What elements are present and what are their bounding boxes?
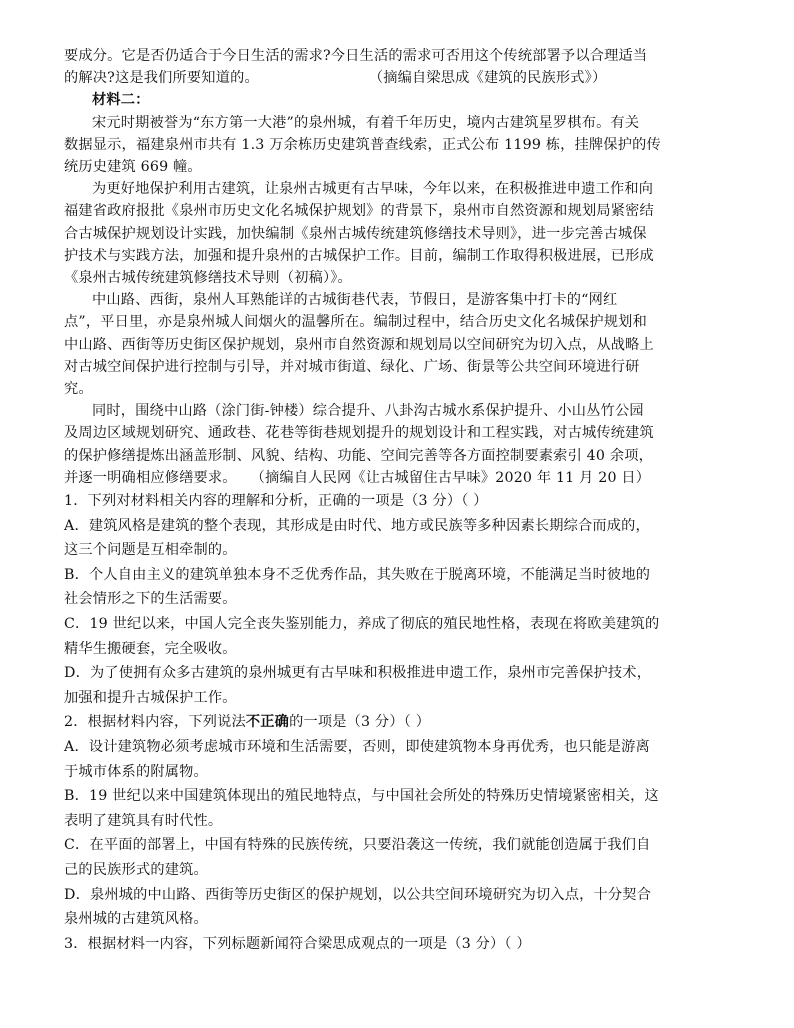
option-line: C．19 世纪以来，中国人完全丧失鉴别能力，养成了彻底的殖民地性格，表现在将欧美建筑的: [64, 616, 660, 633]
question-1-option-a: [64, 514, 734, 563]
option-line: 社会情形之下的生活需要。: [64, 591, 237, 608]
option-line: 加强和提升古城保护工作。: [64, 689, 237, 706]
material2-paragraph-3: [64, 289, 734, 400]
text-line: 究。: [64, 381, 93, 398]
option-line: 精华生搬硬套，完全吸收。: [64, 640, 237, 657]
text-line: [64, 467, 734, 489]
source-citation: （摘编自梁思成《建筑的民族形式》）: [368, 70, 607, 87]
option-line: 泉州城的古建筑风格。: [64, 911, 208, 928]
option-line: C．在平面的部署上，中国有特殊的民族传统，只要沿袭这一传统，我们就能创造属于我们自: [64, 837, 651, 854]
text-line: 的保护修缮提炼出涵盖形制、风貌、结构、功能、空间完善等各方面控制要素索引 40 余项，: [64, 447, 653, 464]
question-1-option-b: [64, 563, 734, 612]
text-line: 护技术与实践方法，加强和提升泉州的古城保护工作。目前，编制工作取得积极进展，已形成: [64, 247, 654, 264]
text-line: [64, 67, 734, 89]
material2-paragraph-4: [64, 400, 734, 489]
option-line: D．为了使拥有众多古建筑的泉州城更有古早味和积极推进申遗工作，泉州市完善保护技术，: [64, 665, 652, 682]
stem-text: 的一项是（3 分）（ ）: [289, 714, 431, 731]
stem-text: 2．根据材料内容，下列说法: [64, 714, 246, 731]
text-line: 数据显示，福建泉州市共有 1.3 万余栋历史建筑普查线索，正式公布 1199 栋，挂牌保护的传: [64, 136, 661, 153]
material2-heading: 材料二：: [92, 92, 150, 109]
text-line-content: 并逐一明确相应修缮要求。: [64, 469, 237, 486]
question-2-option-d: [64, 883, 734, 932]
option-line: 表明了建筑具有时代性。: [64, 812, 223, 829]
text-line: 《泉州古城传统建筑修缮技术导则（初稿）》。: [64, 270, 352, 287]
document-page: [64, 45, 734, 956]
text-line: 同时，围绕中山路（涂门街-钟楼）综合提升、八卦沟古城水系保护提升、小山丛竹公园: [92, 403, 644, 420]
question-3-stem: 3．根据材料一内容，下列标题新闻符合梁思成观点的一项是（3 分）（ ）: [64, 935, 531, 952]
question-1-stem: 1．下列对材料相关内容的理解和分析，正确的一项是（3 分）（ ）: [64, 493, 488, 510]
option-line: 于城市体系的附属物。: [64, 763, 208, 780]
emphasis-text: 不正确: [245, 714, 290, 731]
text-line: 福建省政府报批《泉州市历史文化名城保护规划》的背景下，泉州市自然资源和规划局紧密结: [64, 203, 654, 220]
text-line: 为更好地保护利用古建筑，让泉州古城更有古早味，今年以来，在积极推进申遗工作和向: [92, 181, 654, 198]
text-line: 要成分。它是否仍适合于今日生活的需求?今日生活的需求可否用这个传统部署予以合理适当: [64, 48, 648, 64]
text-line: 点”，平日里，亦是泉州城人间烟火的温馨所在。编制过程中，结合历史文化名城保护规划和: [64, 314, 647, 331]
option-line: D．泉州城的中山路、西街等历史街区的保护规划，以公共空间环境研究为切入点，十分契合: [64, 886, 652, 903]
question-2-option-c: [64, 833, 734, 882]
option-line: A．设计建筑物必须考虑城市环境和生活需要，否则，即使建筑物本身再优秀，也只能是游离: [64, 739, 650, 755]
text-line-content: 的解决?这是我们所要知道的。: [64, 70, 259, 87]
text-line: 中山路、西街等历史街区保护规划，泉州市自然资源和规划局以空间研究为切入点，从战略上: [64, 336, 654, 353]
source-citation: （摘编自人民网《让古城留住古早味》2020 年 11 月 20 日）: [250, 469, 651, 486]
text-line: 对古城空间保护进行控制与引导，并对城市街道、绿化、广场、街景等公共空间环境进行研: [64, 358, 640, 375]
question-2-option-b: [64, 784, 734, 833]
option-line: 这三个问题是互相牵制的。: [64, 542, 237, 559]
text-line: 统历史建筑 669 幢。: [64, 159, 202, 176]
text-line: 合古城保护规划设计实践，加快编制《泉州古城传统建筑修缮技术导则》，进一步完善古城保: [64, 225, 647, 242]
option-line: A．建筑风格是建筑的整个表现，其形成是由时代、地方或民族等多种因素长期综合而成的，: [64, 517, 650, 534]
material1-ending: [64, 45, 734, 89]
option-line: B．个人自由主义的建筑单独本身不乏优秀作品，其失败在于脱离环境，不能满足当时彼地的: [64, 566, 651, 583]
question-2-stem: [64, 710, 734, 735]
text-line: 及周边区域规划研究、通政巷、花巷等街巷规划提升的规划设计和工程实践，对古城传统建筑: [64, 425, 654, 442]
text-line: 宋元时期被誉为“东方第一大港”的泉州城，有着千年历史，境内古建筑星罗棋布。有关: [92, 114, 640, 131]
question-1-option-d: [64, 661, 734, 710]
text-line: 中山路、西街，泉州人耳熟能详的古城街巷代表，节假日，是游客集中打卡的“网红: [92, 292, 618, 309]
question-2-option-a: [64, 735, 734, 784]
material2-paragraph-2: [64, 178, 734, 289]
material2-paragraph-1: [64, 112, 734, 179]
option-line: B．19 世纪以来中国建筑体现出的殖民地特点，与中国社会所处的特殊历史情境紧密相关，这: [64, 788, 659, 805]
option-line: 己的民族形式的建筑。: [64, 861, 208, 878]
question-1-option-c: [64, 612, 734, 661]
